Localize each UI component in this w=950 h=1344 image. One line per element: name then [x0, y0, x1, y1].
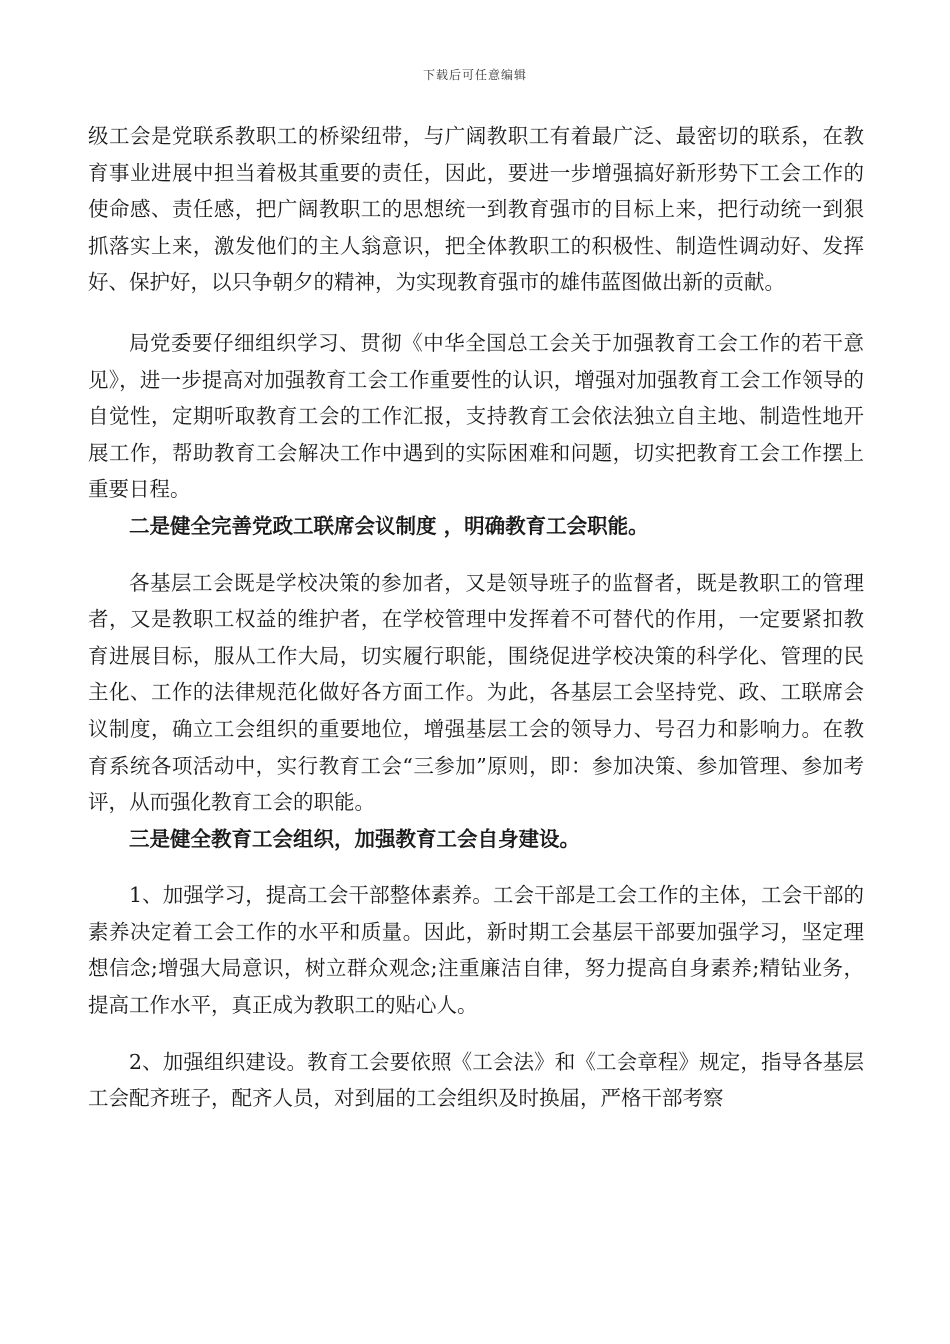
paragraph-3: 各基层工会既是学校决策的参加者，又是领导班子的监督者，既是教职工的管理者，又是教职工权益的维护者，在学校管理中发挥着不可替代的作用，一定要紧扣教育进展目标，服从工作大局，切实履行职能，围绕促进学校决策的科学化、管理的民主化、工作的法律规范化做好各方面工作。为此，各基层工会坚持党、政、工联席会议制度，确立工会组织的重要地位，增强基层工会的领导力、号召力和影响力。在教育系统各项活动中，实行教育工会“三参加”原则，即：参加决策、参加管理、参加考评，从而强化教育工会的职能。 — [88, 570, 864, 815]
section-heading-2: 二是健全完善党政工联席会议制度 ，明确教育工会职能。 — [129, 513, 649, 538]
document-body — [88, 118, 864, 1117]
paragraph-4: 1、加强学习，提高工会干部整体素养。工会干部是工会工作的主体，工会干部的素养决定着工会工作的水平和质量。因此，新时期工会基层干部要加强学习，坚定理想信念;增强大局意识，树立群众观念;注重廉洁自律，努力提高自身素养;精钻业务，提高工作水平，真正成为教职工的贴心人。 — [88, 883, 864, 1018]
paragraph-2: 局党委要仔细组织学习、贯彻《中华全国总工会关于加强教育工会工作的若干意见》，进一步提高对加强教育工会工作重要性的认识，增强对加强教育工会工作领导的自觉性，定期听取教育工会的工作汇报，支持教育工会依法独立自主地、制造性地开展工作，帮助教育工会解决工作中遇到的实际困难和问题，切实把教育工会工作摆上重要日程。 — [88, 330, 864, 502]
paragraph-5: 2、加强组织建设。教育工会要依照《工会法》和《工会章程》规定，指导各基层工会配齐班子，配齐人员，对到届的工会组织及时换届，严格干部考察 — [88, 1049, 864, 1111]
section-heading-3: 三是健全教育工会组织，加强教育工会自身建设。 — [129, 826, 580, 851]
paragraph-1: 级工会是党联系教职工的桥梁纽带，与广阔教职工有着最广泛、最密切的联系，在教育事业进展中担当着极其重要的责任，因此，要进一步增强搞好新形势下工会工作的使命感、责任感，把广阔教职工的思想统一到教育强市的目标上来，把行动统一到狠抓落实上来，激发他们的主人翁意识，把全体教职工的积极性、制造性调动好、发挥好、保护好，以只争朝夕的精神，为实现教育强市的雄伟蓝图做出新的贡献。 — [88, 124, 864, 295]
page-header-note: 下载后可任意编辑 — [422, 68, 527, 82]
